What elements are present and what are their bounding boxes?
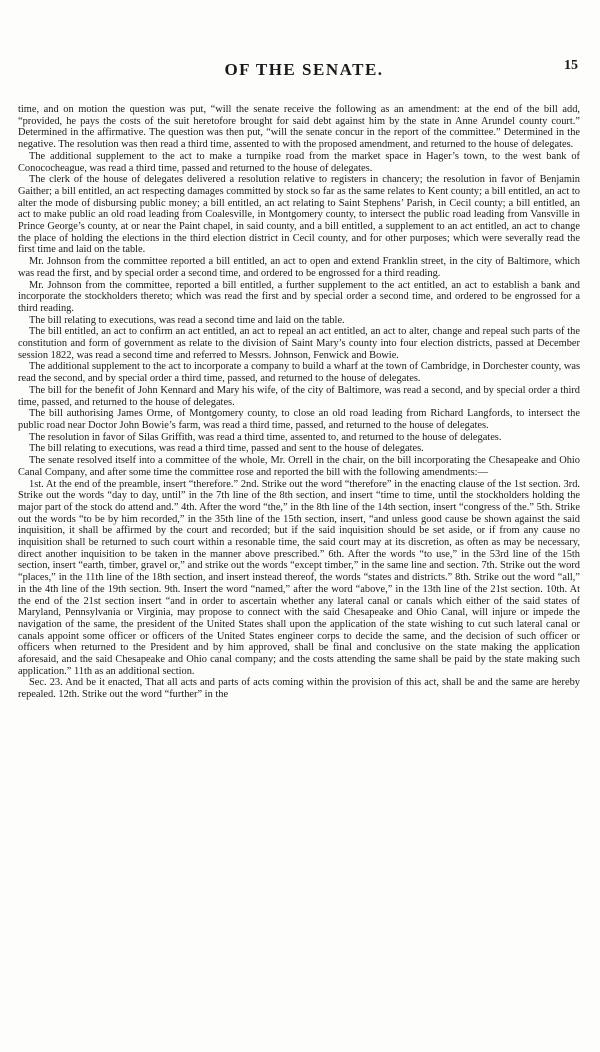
- paragraph-committee-of-whole: The senate resolved itself into a committee of the whole, Mr. Orrell in the chair, on the bill incorporating the Chesapeake and Ohio Canal Company, and after some time the committee rose and reported the bill with the following amendments:—: [18, 455, 580, 478]
- paragraph-saint-marys-districts: The bill entitled, an act to confirm an act entitled, an act to repeal an act entitled, an act to alter, change and repeal such parts of the constitution and form of government as relate to the division of Saint Mary’s county into four election districts, passed at December session 1822, was read a second time and referred to Messrs. Johnson, Fenwick and Bowie.: [18, 326, 580, 361]
- paragraph-canal-amendments: 1st. At the end of the preamble, insert “therefore.” 2nd. Strike out the word “therefore” in the enacting clause of the 1st section. 3rd. Strike out the words “day to day, until” in the 7th line of the 8th section, and insert “time to time, until the stockholders holding the major part of the stock do attend and.” 4th. After the word “the,” in the 8th line of the 14th section, insert “congress of the.” 5th. Strike out the words “to be by him recorded,” in the 35th line of the 15th section, insert, “and unless good cause be shown against the said inquisition, it shall be affirmed by the court and recorded; but if the said inquisition should be set aside, or if from any cause no inquisition shall be returned to such court within a resonable time, the said court may at its discretion, as often as may be necessary, direct another inquisition to be taken in the manner above prescribed.” 6th. After the words “to use,” in the 53rd line of the 15th section, insert “earth, timber, gravel or,” and strike out the words “except timber,” in the same line and section. 7th. Strike out the word “places,” in the 11th line of the 18th section, and insert instead thereof, the words “states and districts.” 8th. Strike out the word “all,” in the 4th line of the 19th section. 9th. Insert the word “named,” after the word “above,” in the 13th line of the 21st section. 10th. At the end of the 21st section insert “and in order to ascertain whether any lateral canal or canals which either of the said states of Maryland, Pennsylvania or Virginia, may propose to connect with the said Chesapeake and Ohio Canal, will injure or impede the navigation of the same, the president of the United States shall upon the application of the state wishing to cut such lateral canal or canals appoint some officer or officers of the United States engineer corps to decide the same, and the decision of such officer or officers when returned to the President and by him approved, shall be final and conclusive on the state making the application aforesaid, and the said Chesapeake and Ohio canal company; and the costs attending the same shall be paid by the state making such application.” 11th as an additional section.: [18, 478, 580, 677]
- paragraph-clerk-delivered-bills: The clerk of the house of delegates delivered a resolution relative to registers in chancery; the resolution in favor of Benjamin Gaither; a bill entitled, an act respecting damages committed by stock so far as the same relates to Kent county; a bill entitled, an act to alter the mode of disbursing public money; a bill entitled, an act relating to Saint Stephens’ Parish, in Cecil county; a bill entitled, an act to make public an old road leading from Coalesville, in Montgomery county, to intersect the public road leading from Vansville in Prince George’s county, at or near the Paint chapel, in said county, and a bill entitled, a supplement to an act entitled, an act to change the place of holding the elections in the third election district in Cecil county, and for other purposes; which were severally read the first time and laid on the table.: [18, 174, 580, 256]
- paragraph-cambridge-wharf: The additional supplement to the act to incorporate a company to build a wharf at the town of Cambridge, in Dorchester county, was read the second, and by special order a third time, passed, and returned to the house of delegates.: [18, 361, 580, 385]
- paragraph-executions-second-reading: The bill relating to executions, was read a second time and laid on the table.: [29, 314, 345, 326]
- paragraph-franklin-street-bill: Mr. Johnson from the committee reported a bill entitled, an act to open and extend Franklin street, in the city of Baltimore, which was read the first, and by special order a second time, and ordered to be engrossed for a third reading.: [18, 256, 580, 279]
- page-header: [30, 58, 578, 84]
- body-text: [18, 104, 580, 1044]
- running-title: OF THE SENATE.: [224, 60, 384, 79]
- paragraph-turnpike-supplement: The additional supplement to the act to make a turnpike road from the market space in Hager’s town, to the west bank of Conococheague, was read a third time, passed and returned to the house of delegates.: [18, 150, 580, 174]
- paragraph-griffith-resolution: The resolution in favor of Silas Griffith, was read a third time, assented to, and returned to the house of delegates.: [29, 431, 502, 443]
- paragraph-amendment-determination: time, and on motion the question was put, “will the senate receive the following as an amendment: at the end of the bill add, “provided, he pays the costs of the suit heretofore brought for said debt against him by the state in Anne Arundel county court.” Determined in the affirmative. The question was then put, “will the senate concur in the report of the committee.” Determined in the negative. The resolution was then read a third time, assented to with the proposed amendment, and returned to the house of delegates.: [18, 104, 580, 151]
- paragraph-bank-supplement-bill: Mr. Johnson from the committee, reported a bill entitled, a further supplement to the act entitled, an act to establish a bank and incorporate the stockholders thereto; which was read the first and by special order a second time, and ordered to be engrossed for a third reading.: [18, 279, 580, 314]
- paragraph-section-23: Sec. 23. And be it enacted, That all acts and parts of acts coming within the provision of this act, shall be and the same are hereby repealed. 12th. Strike out the word “further” in the: [18, 677, 580, 701]
- paragraph-executions-third-reading: The bill relating to executions, was read a third time, passed and sent to the house of delegates.: [29, 443, 424, 455]
- paragraph-kennard-bill: The bill for the benefit of John Kennard and Mary his wife, of the city of Baltimore, was read a second, and by special order a third time, passed, and returned to the house of delegates.: [18, 384, 580, 408]
- page-number: 15: [564, 58, 578, 73]
- paragraph-orme-road-bill: The bill authorising James Orme, of Montgomery county, to close an old road leading from Richard Langfords, to intersect the public road near Doctor John Bowie’s farm, was read a third time, passed, and returned to the house of delegates.: [18, 408, 580, 431]
